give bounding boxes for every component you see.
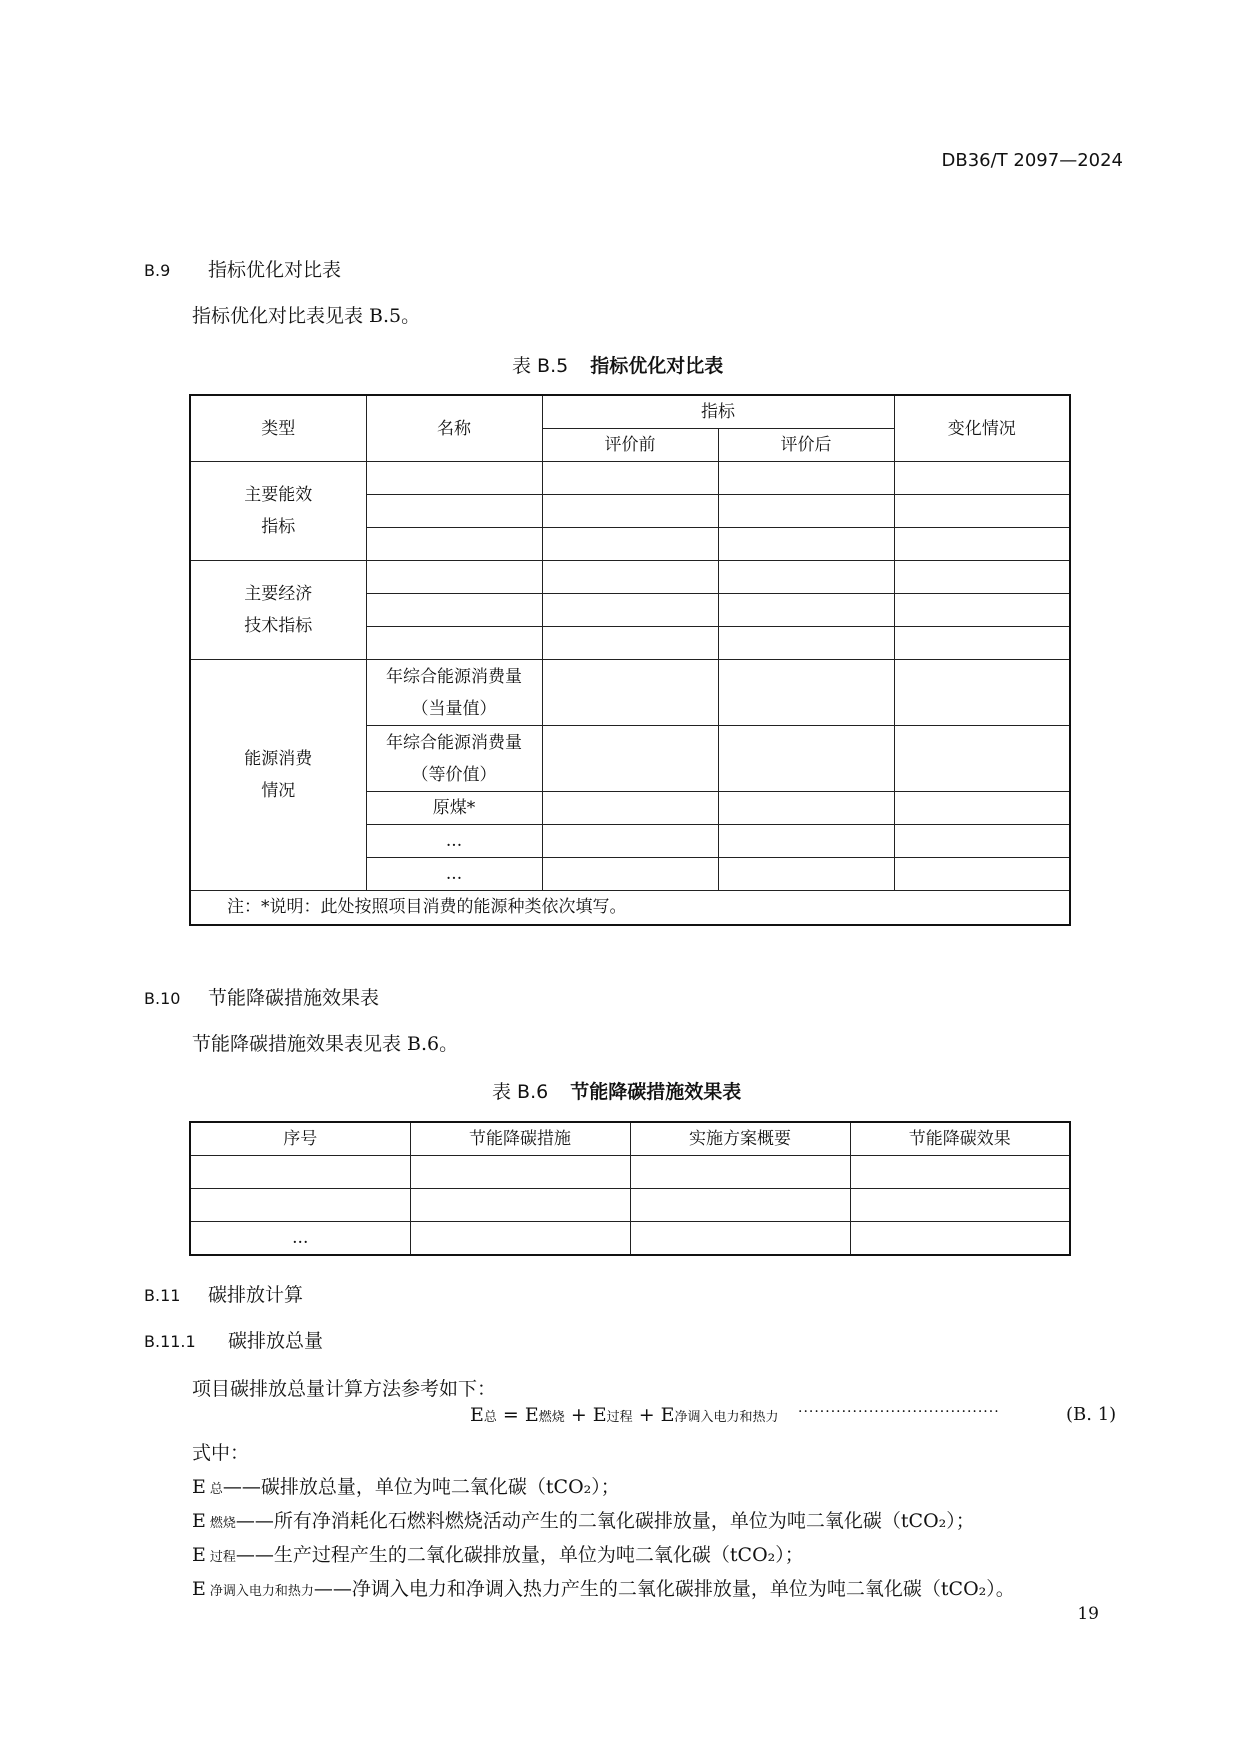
measures-effect-table xyxy=(189,1121,1071,1256)
section-title: 节能降碳措施效果表 xyxy=(208,987,380,1009)
table-cell xyxy=(850,1189,1070,1222)
definition-total xyxy=(192,1472,620,1499)
table-caption-title: 指标优化对比表 xyxy=(590,355,724,377)
table-cell xyxy=(542,726,718,792)
group-label-line: 指标 xyxy=(261,517,296,537)
table-cell xyxy=(542,462,718,495)
group-energy-efficiency xyxy=(190,462,366,561)
def-subscript: 过程 xyxy=(209,1550,236,1565)
table-cell xyxy=(894,594,1070,627)
table-cell xyxy=(410,1156,630,1189)
def-text: ——净调入电力和净调入热力产生的二氧化碳排放量，单位为吨二氧化碳（tCO₂）。 xyxy=(313,1578,1015,1600)
table-cell xyxy=(630,1156,850,1189)
item-ellipsis: ... xyxy=(366,825,542,858)
item-raw-coal: 原煤* xyxy=(366,792,542,825)
table-cell xyxy=(718,792,894,825)
item-annual-consumption-equal-value xyxy=(366,726,542,792)
definition-net-import xyxy=(192,1574,1015,1601)
formula-symbol: E xyxy=(470,1404,484,1426)
header-seq: 序号 xyxy=(190,1122,410,1156)
def-text: ——碳排放总量，单位为吨二氧化碳（tCO₂）； xyxy=(222,1476,620,1498)
formula-operator: + xyxy=(564,1404,593,1426)
section-title: 碳排放计算 xyxy=(208,1284,304,1306)
table-cell xyxy=(894,528,1070,561)
definition-process xyxy=(192,1540,804,1567)
formula-operator: + xyxy=(632,1404,661,1426)
group-energy-consumption xyxy=(190,660,366,891)
table-cell xyxy=(718,825,894,858)
table-cell xyxy=(894,792,1070,825)
header-plan: 实施方案概要 xyxy=(630,1122,850,1156)
table-cell xyxy=(718,660,894,726)
item-line: 年综合能源消费量 xyxy=(386,666,522,687)
table-cell xyxy=(542,495,718,528)
table-cell xyxy=(894,495,1070,528)
table-cell xyxy=(542,627,718,660)
table-cell xyxy=(366,594,542,627)
table-cell xyxy=(366,627,542,660)
table-cell xyxy=(850,1156,1070,1189)
def-subscript: 总 xyxy=(209,1482,223,1497)
table-cell xyxy=(366,462,542,495)
item-ellipsis: ... xyxy=(366,858,542,891)
def-text: ——所有净消耗化石燃料燃烧活动产生的二氧化碳排放量，单位为吨二氧化碳（tCO₂）； xyxy=(235,1510,975,1532)
section-heading-b11 xyxy=(144,1280,303,1307)
section-heading-b10 xyxy=(144,983,379,1010)
def-symbol: E xyxy=(192,1544,206,1566)
header-type: 类型 xyxy=(190,395,366,462)
table-cell xyxy=(718,594,894,627)
row-ellipsis: ... xyxy=(190,1222,410,1256)
table-cell xyxy=(718,627,894,660)
indicator-comparison-table xyxy=(189,394,1071,926)
def-subscript: 净调入电力和热力 xyxy=(209,1584,314,1599)
header-name: 名称 xyxy=(366,395,542,462)
table-cell xyxy=(894,660,1070,726)
table-cell xyxy=(630,1222,850,1256)
group-label-line: 能源消费 xyxy=(244,749,313,769)
formula-subscript: 过程 xyxy=(606,1410,633,1425)
table-cell xyxy=(894,627,1070,660)
table-cell xyxy=(366,528,542,561)
subsection-heading-b11-1 xyxy=(144,1326,323,1353)
table-cell xyxy=(410,1189,630,1222)
table-cell xyxy=(366,495,542,528)
formula-symbol: E xyxy=(592,1404,607,1426)
formula-subscript: 总 xyxy=(483,1410,497,1425)
formula-symbol: E xyxy=(660,1404,675,1426)
table-cell xyxy=(894,561,1070,594)
group-economic-technical xyxy=(190,561,366,660)
table-caption-b6 xyxy=(492,1077,741,1104)
table-cell xyxy=(542,792,718,825)
header-change: 变化情况 xyxy=(894,395,1070,462)
table-caption-title: 节能降碳措施效果表 xyxy=(570,1081,742,1103)
section-number: B.10 xyxy=(144,989,181,1008)
formula-subscript: 燃烧 xyxy=(538,1410,565,1425)
def-symbol: E xyxy=(192,1476,206,1498)
table-cell xyxy=(190,1189,410,1222)
page-number: 19 xyxy=(1077,1604,1099,1624)
subsection-number: B.11.1 xyxy=(144,1332,196,1351)
header-measure: 节能降碳措施 xyxy=(410,1122,630,1156)
table-cell xyxy=(630,1189,850,1222)
formula-operator: = xyxy=(496,1404,525,1426)
table-note: 注：*说明：此处按照项目消费的能源种类依次填写。 xyxy=(190,891,1070,925)
table-caption-number: 表 B.5 xyxy=(512,355,569,377)
section-title: 指标优化对比表 xyxy=(208,259,342,281)
section-intro-b9: 指标优化对比表见表 B.5。 xyxy=(192,305,421,327)
formula-symbol: E xyxy=(524,1404,539,1426)
formula-intro: 项目碳排放总量计算方法参考如下： xyxy=(192,1378,497,1400)
table-cell xyxy=(366,561,542,594)
table-cell xyxy=(542,528,718,561)
subsection-title: 碳排放总量 xyxy=(228,1330,324,1352)
section-intro-b10: 节能降碳措施效果表见表 B.6。 xyxy=(192,1033,459,1055)
table-cell xyxy=(190,1156,410,1189)
section-heading-b9 xyxy=(144,255,341,282)
table-cell xyxy=(718,726,894,792)
header-effect: 节能降碳效果 xyxy=(850,1122,1070,1156)
header-after: 评价后 xyxy=(718,429,894,462)
group-label-line: 情况 xyxy=(261,781,296,801)
table-cell xyxy=(850,1222,1070,1256)
table-cell xyxy=(542,561,718,594)
item-line: （当量值） xyxy=(411,698,497,719)
table-cell xyxy=(542,594,718,627)
group-label-line: 主要经济 xyxy=(244,584,313,604)
table-caption-b5 xyxy=(512,351,723,378)
def-symbol: E xyxy=(192,1578,206,1600)
table-cell xyxy=(718,858,894,891)
table-cell xyxy=(542,660,718,726)
def-symbol: E xyxy=(192,1510,206,1532)
formula-leader-dots: ····································· xyxy=(798,1404,1000,1420)
table-cell xyxy=(718,528,894,561)
section-number: B.9 xyxy=(144,261,171,280)
group-label-line: 技术指标 xyxy=(244,616,313,636)
table-cell xyxy=(894,462,1070,495)
table-cell xyxy=(894,726,1070,792)
definition-fuel xyxy=(192,1506,975,1533)
section-number: B.11 xyxy=(144,1286,181,1305)
header-indicator: 指标 xyxy=(542,395,894,429)
formula-reference: (B. 1) xyxy=(1066,1404,1117,1425)
formula-subscript: 净调入电力和热力 xyxy=(674,1410,779,1425)
item-annual-consumption-equivalent xyxy=(366,660,542,726)
document-code: DB36/T 2097—2024 xyxy=(941,150,1123,171)
table-cell xyxy=(718,561,894,594)
table-caption-number: 表 B.6 xyxy=(492,1081,549,1103)
formula-b1 xyxy=(470,1404,779,1426)
group-label-line: 主要能效 xyxy=(244,485,313,505)
table-cell xyxy=(718,495,894,528)
def-text: ——生产过程产生的二氧化碳排放量，单位为吨二氧化碳（tCO₂）； xyxy=(235,1544,804,1566)
item-line: （等价值） xyxy=(411,764,497,785)
def-subscript: 燃烧 xyxy=(209,1516,236,1531)
table-cell xyxy=(542,825,718,858)
table-cell xyxy=(542,858,718,891)
table-cell xyxy=(894,825,1070,858)
header-before: 评价前 xyxy=(542,429,718,462)
item-line: 年综合能源消费量 xyxy=(386,732,522,753)
table-cell xyxy=(894,858,1070,891)
table-cell xyxy=(410,1222,630,1256)
table-cell xyxy=(718,462,894,495)
where-label: 式中： xyxy=(192,1442,250,1464)
